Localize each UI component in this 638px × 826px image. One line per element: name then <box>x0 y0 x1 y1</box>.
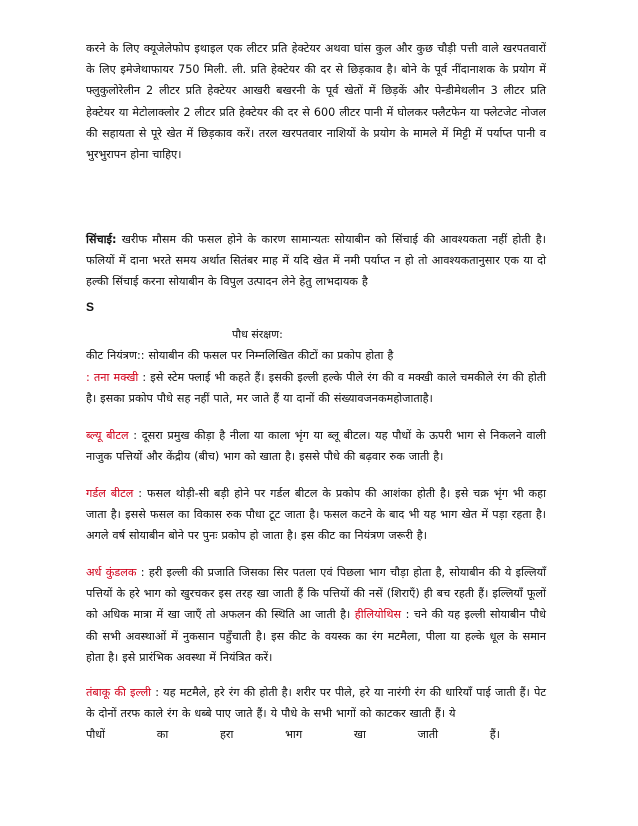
pest-text: : हरी इल्ली की प्रजाति जिसका सिर पतला एवं पिछला भाग चौड़ा होता है, सोयाबीन की ये इल्लियाँ पत्तियों के हरे भाग को खुरचकर इस तरह खा जाती हैं कि पत्तियों की नसें (शिराएँ) ही बच रहती हैं। इल्लियाँ फूलों को अधिक मात्रा में खा जाएँ तो अफलन की स्थिति आ जाती है। <box>86 566 547 622</box>
pest-label: गर्डल बीटल <box>86 487 134 500</box>
weed-control-text: करने के लिए क्यूजेलेफोप इथाइल एक लीटर प्रति हेक्टेयर अथवा घांस कुल और कुछ चौड़ी पत्ती वाले खरपतवारों के लिए इमेजेथाफायर 750 मिली. ली. प्रति हेक्टेयर की दर से छिड़काव है। बोने के पूर्व नींदानाशक के प्रयोग में फ्लुकुलोरेलीन 2 लीटर प्रति हेक्टेयर आखरी बखरनी के पूर्व खेतों में छिड़कें और पेन्डीमेथलीन 3 लीटर प्रति हेक्टेयर या मेटोलाक्लोर 2 लीटर प्रति हेक्टेयर की दर से 600 लीटर पानी में घोलकर फ्लैटफेन या फ्लेटजेट नोजल की सहायता से पूरे खेत में छिड़काव करें। तरल खरपतवार नाशियों के प्रयोग के मामले में मिट्टी में पर्याप्त पानी व भुरभुरापन होना चाहिए। <box>86 42 546 162</box>
last-line-word: भाग <box>285 728 303 742</box>
irrigation-paragraph <box>86 229 546 293</box>
pest-label: हीलियोथिस <box>354 608 402 622</box>
pest-tobacco-caterpillar <box>86 682 546 746</box>
last-line-word: हरा <box>219 728 234 742</box>
pest-text: : फसल थोड़ी-सी बड़ी होने पर गर्डल बीटल के प्रकोप की आशंका होती है। इसे चक्र भृंग भी कहा जाता है। इससे फसल का विकास रुक पौधा टूट जाता है। फसल कटने के बाद भी यह भाग खेत में पड़ा रहता है। अगले वर्ष सोयाबीन बोने पर पुनः प्रकोप हो जाता है। इस कीट का नियंत्रण जरूरी है। <box>86 487 546 543</box>
pest-text: : दूसरा प्रमुख कीड़ा है नीला या काला भृंग या ब्लू बीटल। यह पौधों के ऊपरी भाग से निकलने वाली नाजुक पत्तियों और केंद्रीय (बीच) भाग को खाता है। इससे पौधे की बढ़वार रुक जाती है। <box>86 429 547 464</box>
last-line-word: का <box>156 728 169 742</box>
pest-intro-paragraph <box>86 345 546 366</box>
weed-control-paragraph <box>86 38 546 165</box>
pest-label: : तना मक्खी <box>86 371 139 384</box>
last-line <box>86 724 500 745</box>
pest-label: ब्ल्यू बीटल <box>86 429 129 442</box>
pest-text: : इसे स्टेम फ्लाई भी कहते हैं। इसकी इल्ली हल्के पीले रंग की व मक्खी काले चमकीले रंग की होती है। इसका प्रकोप पौधे सह नहीं पाते, मर जाते हैं या दानों की संख्यावजनकमहोजाताहै। <box>86 371 547 406</box>
pest-text: : यह मटमैले, हरे रंग की होती है। शरीर पर पीले, हरे या नारंगी रंग की धारियाँ पाई जाती हैं। पेट के दोनों तरफ काले रंग के धब्बे पाए जाते हैं। ये पौधे के सभी भागों को काटकर खाती हैं। ये <box>86 686 546 721</box>
pest-label: अर्ध कुंडलक <box>86 566 137 579</box>
pest-label: तंबाकू की इल्ली <box>86 686 152 699</box>
irrigation-text: खरीफ मौसम की फसल होने के कारण सामान्यतः सोयाबीन को सिंचाई की आवश्यकता नहीं होती है। फलियों में दाना भरते समय अर्थात सितंबर माह में यदि खेत में नमी पर्याप्त न हो तो आवश्यकतानुसार एक या दो हल्की सिंचाई करना सोयाबीन के विपुल उत्पादन लेने हेतु लाभदायक है <box>86 233 546 289</box>
pest-stem-fly <box>86 367 546 409</box>
section-heading: पौध संरक्षण: <box>232 328 283 341</box>
pest-text: : चने की यह इल्ली सोयाबीन पौधे की सभी अवस्थाओं में नुकसान पहुँचाती है। इस कीट के वयस्क का रंग मटमैला, पीला या हल्के धूल के समान होता है। इसे प्रारंभिक अवस्था में नियंत्रित करें। <box>86 608 546 664</box>
last-line-word: खा <box>353 728 366 742</box>
pest-blue-beetle <box>86 425 546 467</box>
pest-semilooper <box>86 562 546 668</box>
last-line-word: जाती <box>417 728 439 742</box>
last-line-word: पौधों <box>86 728 106 742</box>
stray-letter: S <box>86 300 95 314</box>
last-line-word: हैं। <box>489 728 500 742</box>
pest-intro-text: कीट नियंत्रण:: सोयाबीन की फसल पर निम्नलिखित कीटों का प्रकोप होता है <box>86 349 394 362</box>
irrigation-label: सिंचाई: <box>86 233 117 246</box>
pest-girdle-beetle <box>86 483 546 547</box>
